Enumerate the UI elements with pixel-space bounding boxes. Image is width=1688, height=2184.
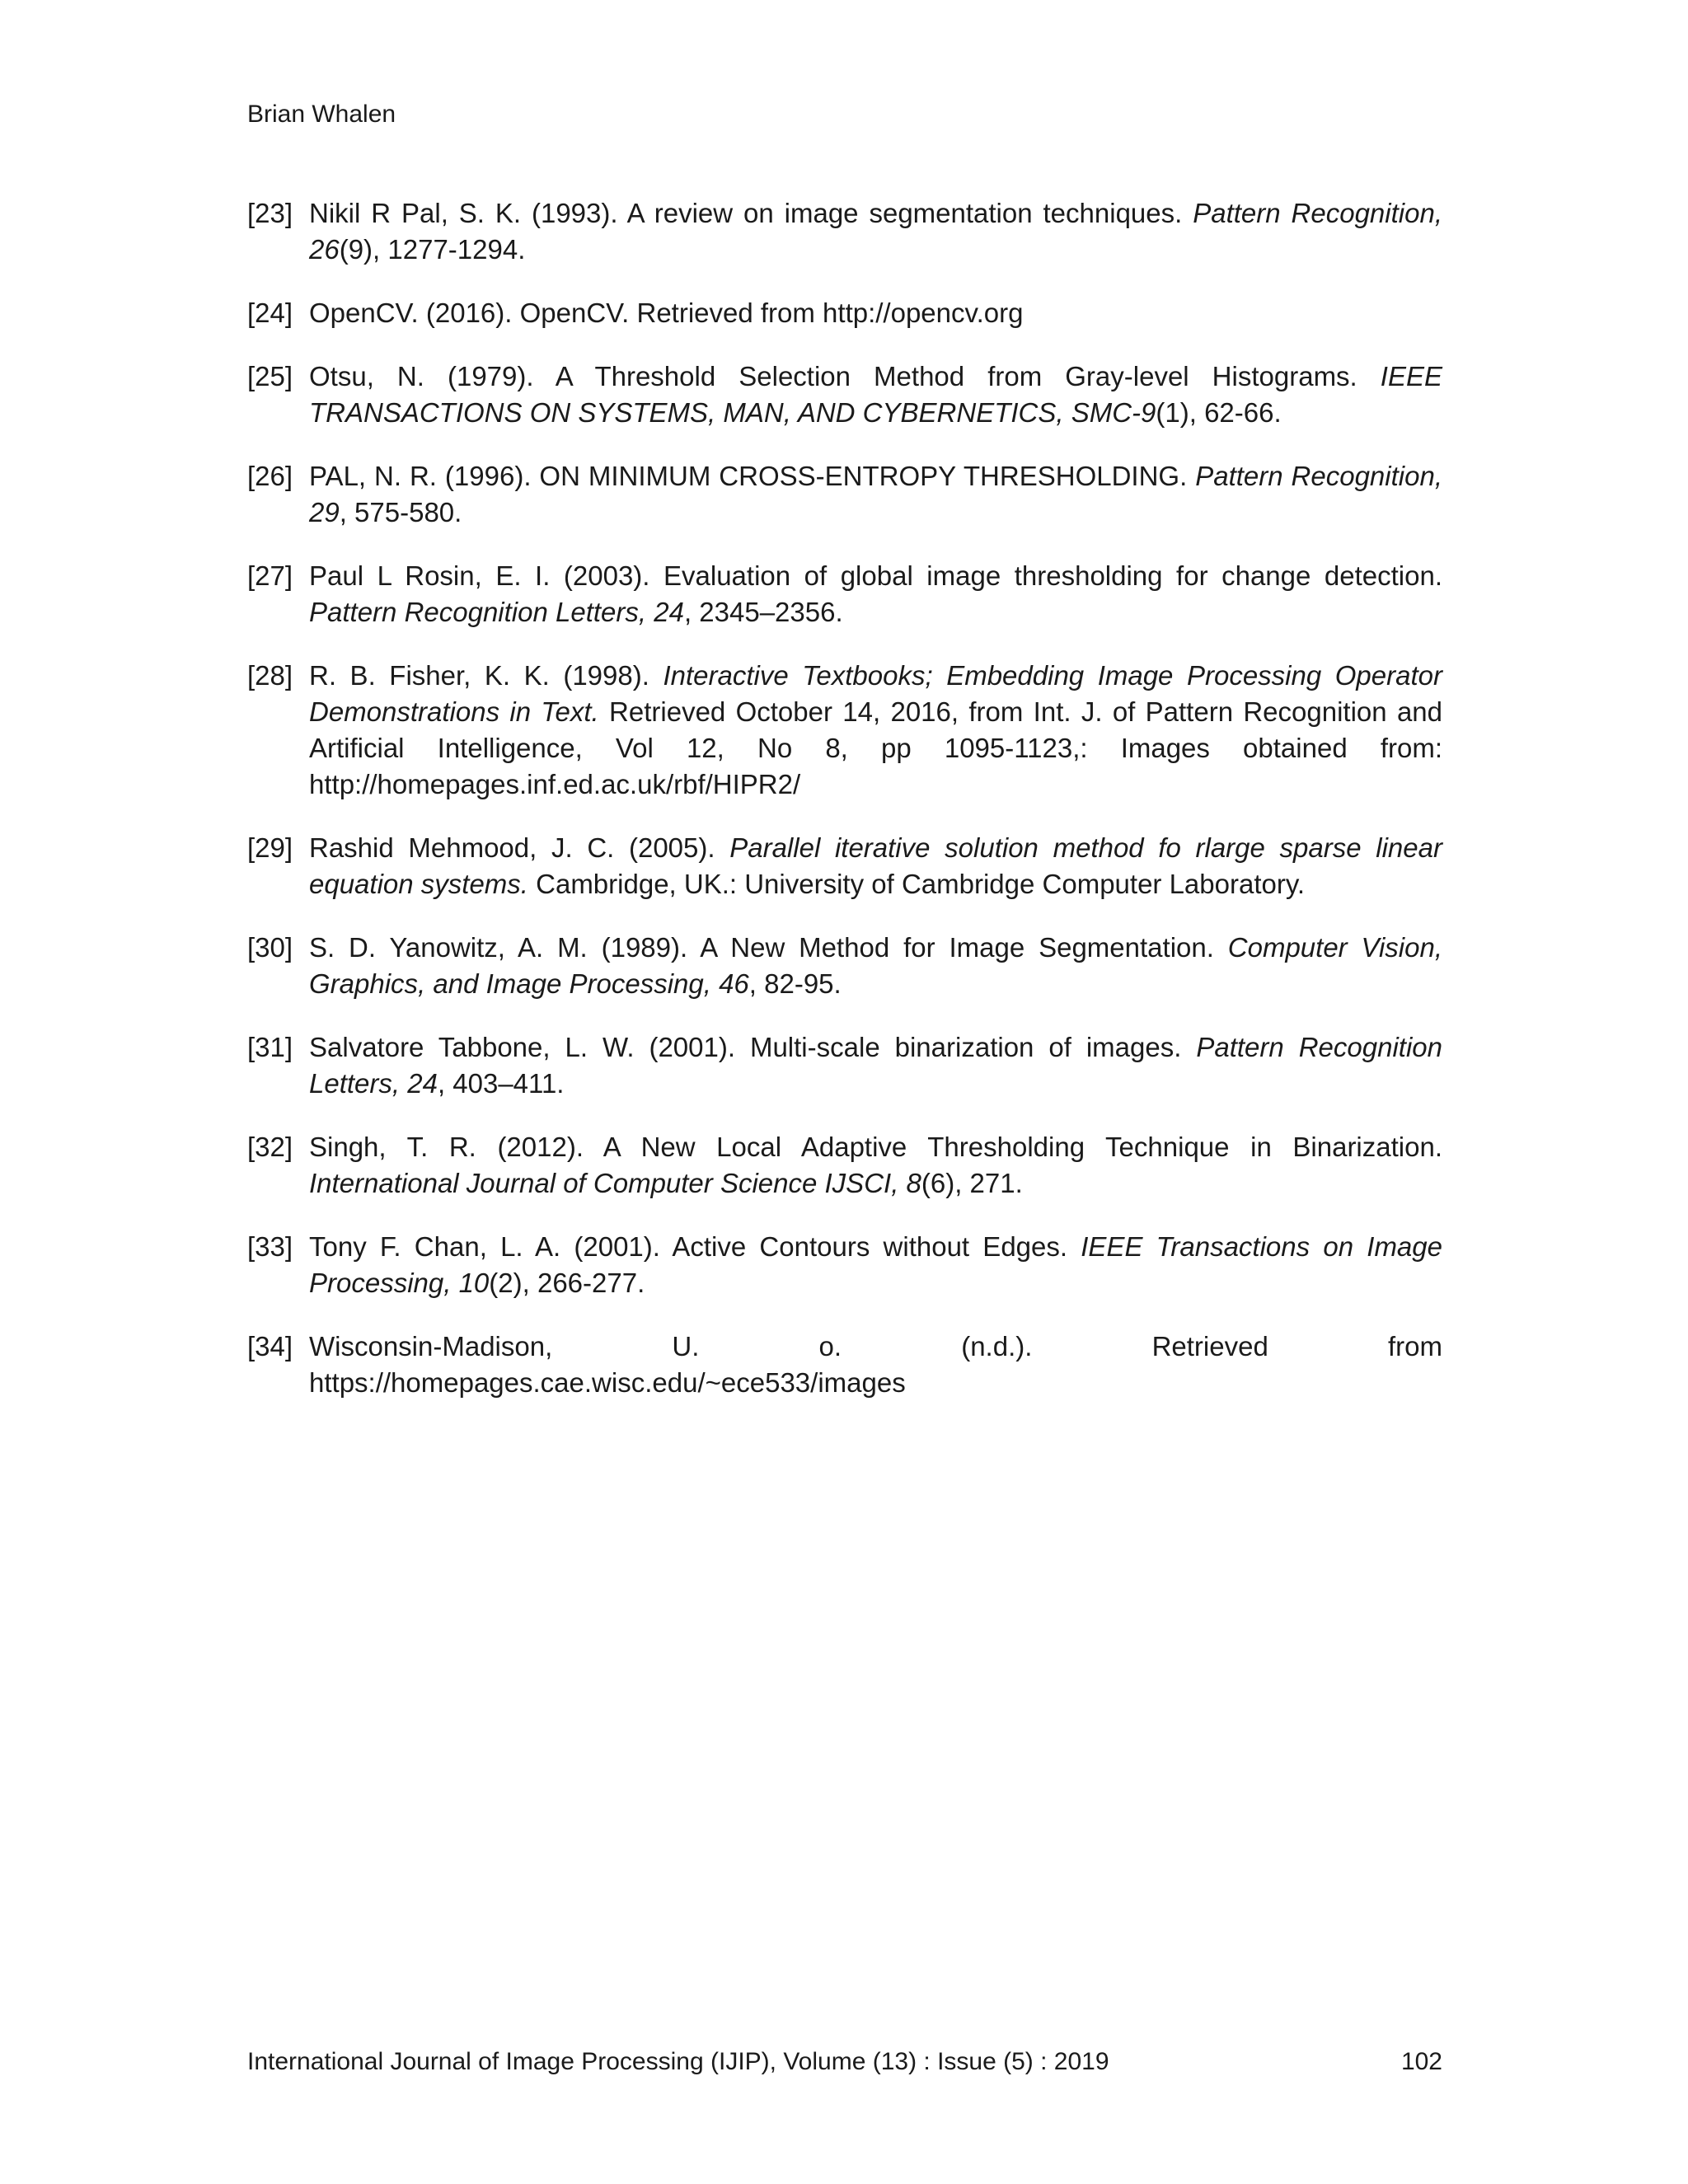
reference-number: [30] [247, 932, 293, 963]
references-container [247, 195, 1442, 1301]
reference-body [309, 930, 1442, 1002]
reference-italic-text: Pattern Recognition Letters, 24 [309, 597, 684, 627]
reference-number: [34] [247, 1331, 293, 1361]
reference-body [309, 359, 1442, 431]
reference-text: (6), 271. [921, 1168, 1023, 1198]
reference-text: Paul L Rosin, E. I. (2003). Evaluation of global image thresholding for change detection. [309, 560, 1442, 591]
reference-number: [32] [247, 1132, 293, 1162]
reference-text: (9), 1277-1294. [339, 234, 526, 265]
reference-item-30 [247, 930, 1442, 1002]
reference-word: Wisconsin-Madison, [309, 1331, 553, 1361]
reference-word: from [1387, 1331, 1442, 1361]
reference-number: [23] [247, 198, 293, 228]
reference-item-32 [247, 1129, 1442, 1202]
reference-text: Nikil R Pal, S. K. (1993). A review on image segmentation techniques. [309, 198, 1193, 228]
reference-word: o. [818, 1331, 842, 1361]
reference-body [309, 558, 1442, 630]
reference-body [309, 458, 1442, 531]
reference-url: https://homepages.cae.wisc.edu/~ece533/images [309, 1367, 906, 1398]
reference-body [309, 1129, 1442, 1202]
reference-body [309, 658, 1442, 803]
footer-page-number: 102 [1400, 2048, 1442, 2075]
reference-item-33 [247, 1229, 1442, 1301]
page-footer [247, 2046, 1442, 2079]
reference-item-27 [247, 558, 1442, 630]
footer-journal: International Journal of Image Processing (IJIP), Volume (13) : Issue (5) : 2019 [247, 2048, 1109, 2075]
reference-text: , 2345–2356. [683, 597, 843, 627]
reference-italic-text: Pattern Recognition, 26 [309, 198, 1442, 265]
reference-number: [29] [247, 832, 293, 863]
reference-number: [33] [247, 1231, 293, 1262]
reference-text: (2), 266-277. [489, 1268, 645, 1298]
reference-italic-text: International Journal of Computer Science IJSCI, 8 [309, 1168, 921, 1198]
reference-item-26 [247, 458, 1442, 531]
reference-text: , 82-95. [748, 968, 842, 999]
reference-word: U. [672, 1331, 700, 1361]
reference-body [309, 830, 1442, 902]
reference-text: S. D. Yanowitz, A. M. (1989). A New Method for Image Segmentation. [309, 932, 1228, 963]
reference-number: [24] [247, 298, 293, 328]
reference-text: Retrieved October 14, 2016, from Int. J. of Pattern Recognition and Artificial Intelligence, Vol 12, No 8, pp 1095-1123,: Images obtained from: http://homepages.inf.ed.ac.uk/rbf/HIPR2/ [309, 696, 1443, 799]
reference-text: (1), 62-66. [1156, 397, 1282, 428]
reference-body [309, 1029, 1442, 1102]
reference-text: Singh, T. R. (2012). A New Local Adaptive Thresholding Technique in Binarization. [309, 1132, 1442, 1162]
reference-word: Retrieved [1151, 1331, 1268, 1361]
reference-body [309, 1229, 1442, 1301]
reference-item-25 [247, 359, 1442, 431]
reference-text: , 403–411. [437, 1068, 565, 1099]
reference-text: Cambridge, UK.: University of Cambridge Computer Laboratory. [528, 869, 1306, 899]
running-head-author: Brian Whalen [247, 101, 396, 128]
reference-text: R. B. Fisher, K. K. (1998). [309, 660, 663, 691]
reference-italic-text: Interactive Textbooks; Embedding Image Processing Operator Demonstrations in Text. [309, 660, 1442, 727]
reference-item-24 [247, 295, 1442, 331]
reference-italic-text: Parallel iterative solution method fo rlarge sparse linear equation systems. [309, 832, 1442, 899]
reference-number: [28] [247, 660, 293, 691]
reference-body [309, 295, 1442, 331]
reference-text: Tony F. Chan, L. A. (2001). Active Contours without Edges. [309, 1231, 1081, 1262]
reference-text: PAL, N. R. (1996). ON MINIMUM CROSS-ENTROPY THRESHOLDING. [309, 461, 1196, 491]
reference-text: OpenCV. (2016). OpenCV. Retrieved from http://opencv.org [309, 298, 1024, 328]
reference-text: Otsu, N. (1979). A Threshold Selection Method from Gray-level Histograms. [309, 361, 1381, 391]
reference-italic-text: Pattern Recognition, 29 [309, 461, 1442, 527]
reference-number: [27] [247, 560, 293, 591]
reference-body [309, 1329, 1442, 1401]
reference-line-spread [309, 1329, 1442, 1365]
reference-italic-text: IEEE Transactions on Image Processing, 10 [309, 1231, 1442, 1298]
reference-body [309, 195, 1442, 268]
reference-text: Rashid Mehmood, J. C. (2005). [309, 832, 730, 863]
reference-italic-text: Pattern Recognition Letters, 24 [309, 1032, 1442, 1099]
reference-item-31 [247, 1029, 1442, 1102]
reference-text: Salvatore Tabbone, L. W. (2001). Multi-scale binarization of images. [309, 1032, 1197, 1062]
reference-item-29 [247, 830, 1442, 902]
reference-item-23 [247, 195, 1442, 268]
reference-italic-text: IEEE TRANSACTIONS ON SYSTEMS, MAN, AND CYBERNETICS, SMC-9 [309, 361, 1442, 428]
reference-item-34 [247, 1329, 1442, 1401]
reference-list [247, 195, 1442, 1428]
reference-item-28 [247, 658, 1442, 803]
reference-number: [31] [247, 1032, 293, 1062]
reference-text: , 575-580. [339, 497, 462, 527]
reference-italic-text: Computer Vision, Graphics, and Image Processing, 46 [309, 932, 1442, 999]
reference-number: [25] [247, 361, 293, 391]
reference-number: [26] [247, 461, 293, 491]
reference-word: (n.d.). [961, 1331, 1033, 1361]
